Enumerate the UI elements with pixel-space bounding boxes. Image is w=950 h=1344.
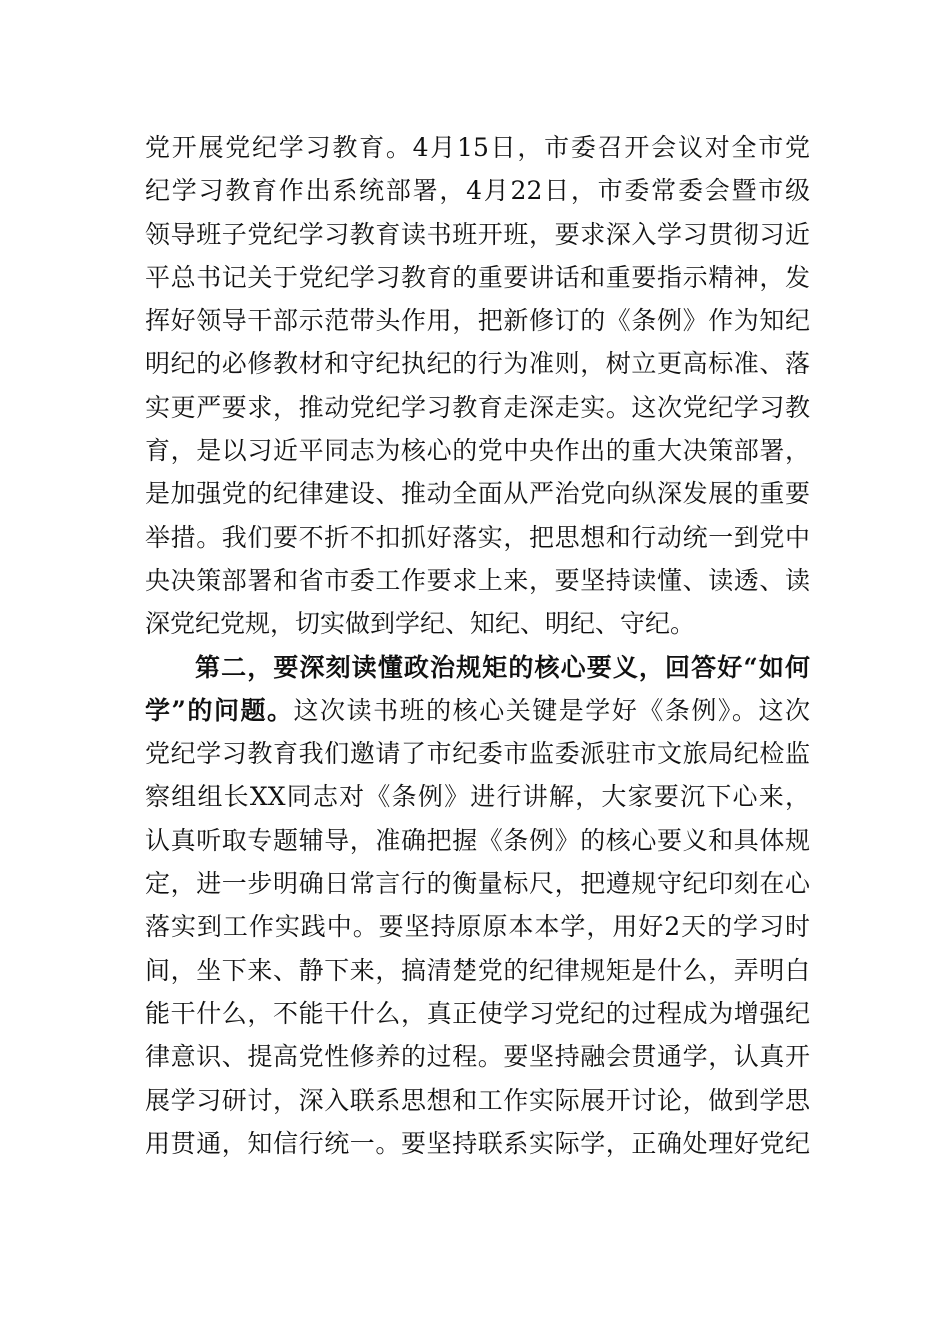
- text-line: [145, 429, 810, 472]
- text-segment: 育，是以习近平同志为核心的党中央作出的重大决策部署，: [145, 436, 810, 466]
- text-line: [145, 1079, 810, 1122]
- text-segment: 领导班子党纪学习教育读书班开班，要求深入学习贯彻习近: [145, 219, 810, 249]
- body-text: [145, 126, 810, 1165]
- text-segment: 定，进一步明确日常言行的衡量标尺，把遵规守纪印刻在心: [145, 869, 810, 899]
- text-segment: 明纪的必修教材和守纪执纪的行为准则，树立更高标准、落: [145, 349, 810, 379]
- text-segment: 党纪学习教育我们邀请了市纪委市监委派驻市文旅局纪检监: [145, 739, 810, 769]
- text-segment: 深党纪党规，切实做到学纪、知纪、明纪、守纪。: [145, 609, 696, 639]
- text-segment: 间，坐下来、静下来，搞清楚党的纪律规矩是什么，弄明白: [145, 955, 810, 985]
- text-segment: 用贯通，知信行统一。要坚持联系实际学，正确处理好党纪: [145, 1128, 810, 1158]
- text-line: [145, 775, 810, 818]
- text-segment: 实更严要求，推动党纪学习教育走深走实。这次党纪学习教: [145, 392, 810, 422]
- text-line: [145, 256, 810, 299]
- text-line: [145, 862, 810, 905]
- text-segment: 落实到工作实践中。要坚持原原本本学，用好2天的学习时: [145, 912, 810, 942]
- text-line: [145, 342, 810, 385]
- text-line: [145, 602, 810, 645]
- text-line: [145, 213, 810, 256]
- text-segment: 举措。我们要不折不扣抓好落实，把思想和行动统一到党中: [145, 522, 810, 552]
- text-line: [145, 646, 810, 689]
- text-segment: 认真听取专题辅导，准确把握《条例》的核心要义和具体规: [145, 825, 810, 855]
- text-line: [145, 126, 810, 169]
- text-line: [145, 819, 810, 862]
- bold-heading-text: 第二，要深刻读懂政治规矩的核心要义，回答好“如何: [195, 652, 810, 682]
- text-segment: 展学习研讨，深入联系思想和工作实际展开讨论，做到学思: [145, 1085, 810, 1115]
- text-segment: 纪学习教育作出系统部署，4月22日，市委常委会暨市级: [145, 176, 810, 206]
- text-line: [145, 992, 810, 1035]
- text-segment: 能干什么，不能干什么，真正使学习党纪的过程成为增强纪: [145, 998, 810, 1028]
- text-line: [145, 472, 810, 515]
- text-segment: 平总书记关于党纪学习教育的重要讲话和重要指示精神，发: [145, 262, 810, 292]
- text-line: [145, 559, 810, 602]
- text-line: [145, 299, 810, 342]
- text-line: [145, 905, 810, 948]
- text-line: [145, 1122, 810, 1165]
- text-line: [145, 169, 810, 212]
- text-line: [145, 516, 810, 559]
- text-line: [145, 386, 810, 429]
- text-segment: 党开展党纪学习教育。4月15日，市委召开会议对全市党: [145, 133, 810, 162]
- bold-heading-text: 学”的问题。: [145, 695, 294, 725]
- text-segment: 察组组长XX同志对《条例》进行讲解，大家要沉下心来，: [145, 782, 810, 812]
- text-segment: 这次读书班的核心关键是学好《条例》。这次: [293, 695, 810, 725]
- text-line: [145, 949, 810, 992]
- text-line: [145, 689, 810, 732]
- text-segment: 律意识、提高党性修养的过程。要坚持融会贯通学，认真开: [145, 1042, 810, 1072]
- text-segment: 挥好领导干部示范带头作用，把新修订的《条例》作为知纪: [145, 306, 810, 336]
- text-segment: 是加强党的纪律建设、推动全面从严治党向纵深发展的重要: [145, 479, 810, 509]
- text-line: [145, 732, 810, 775]
- text-line: [145, 1035, 810, 1078]
- text-segment: 央决策部署和省市委工作要求上来，要坚持读懂、读透、读: [145, 565, 810, 595]
